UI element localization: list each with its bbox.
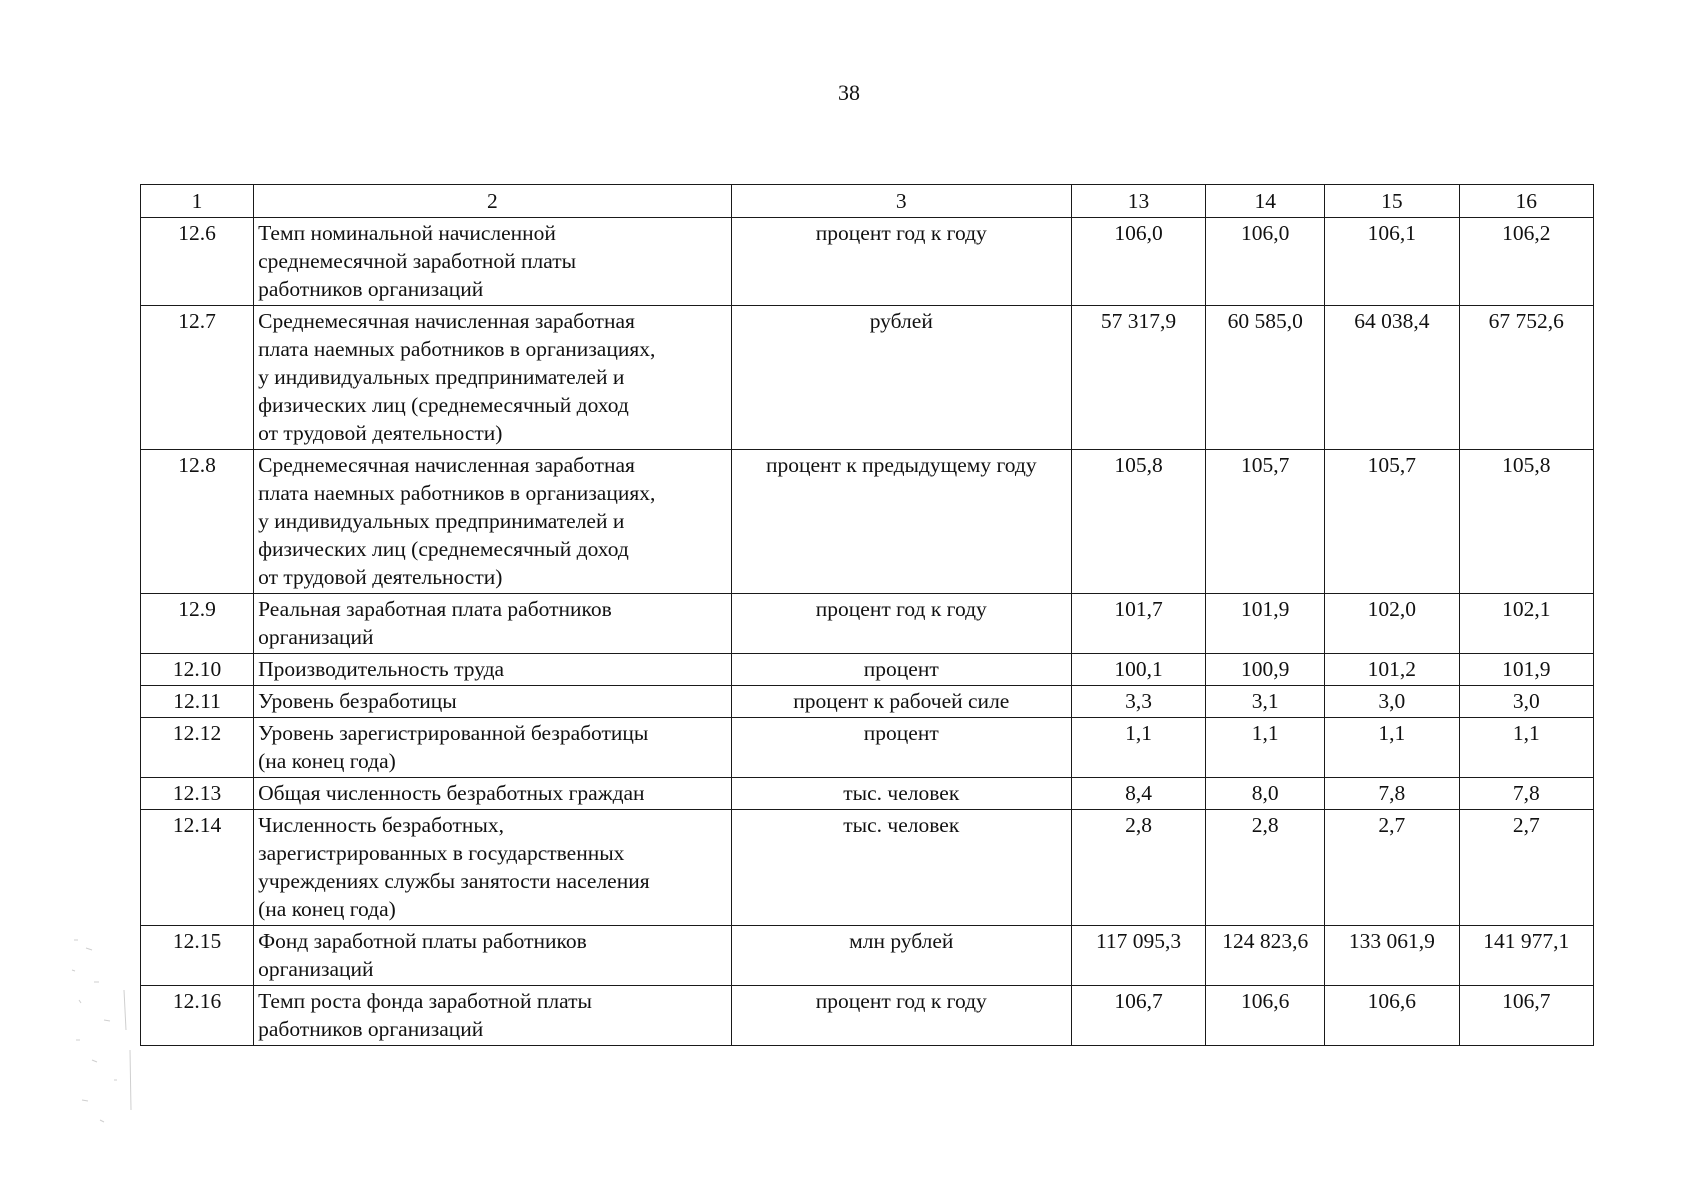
header-cell: 15	[1325, 185, 1459, 218]
value-cell-16: 106,7	[1459, 986, 1593, 1046]
table-row	[141, 654, 1594, 686]
row-number-cell: 12.10	[141, 654, 254, 686]
table-row	[141, 810, 1594, 926]
table-row	[141, 718, 1594, 778]
value-cell-13: 117 095,3	[1071, 926, 1205, 986]
value-cell-13: 106,0	[1071, 218, 1205, 306]
header-cell: 1	[141, 185, 254, 218]
unit-cell: процент	[731, 654, 1071, 686]
value-cell-15: 2,7	[1325, 810, 1459, 926]
value-cell-13: 1,1	[1071, 718, 1205, 778]
value-cell-15: 64 038,4	[1325, 306, 1459, 450]
value-cell-14: 100,9	[1206, 654, 1325, 686]
row-number-cell: 12.13	[141, 778, 254, 810]
indicator-name-cell	[254, 986, 732, 1046]
indicator-name-line: (на конец года)	[258, 897, 396, 921]
indicator-name-line: учреждениях службы занятости населения	[258, 869, 650, 893]
value-cell-16: 101,9	[1459, 654, 1593, 686]
value-cell-16: 3,0	[1459, 686, 1593, 718]
row-number-cell: 12.9	[141, 594, 254, 654]
value-cell-15: 3,0	[1325, 686, 1459, 718]
indicator-name-line: у индивидуальных предпринимателей и	[258, 509, 625, 533]
table-row	[141, 778, 1594, 810]
unit-cell: тыс. человек	[731, 778, 1071, 810]
indicator-name-line: среднемесячной заработной платы	[258, 249, 577, 273]
header-cell: 13	[1071, 185, 1205, 218]
unit-cell: рублей	[731, 306, 1071, 450]
value-cell-13: 8,4	[1071, 778, 1205, 810]
header-cell: 3	[731, 185, 1071, 218]
indicator-name-line: плата наемных работников в организациях,	[258, 481, 656, 505]
value-cell-15: 106,6	[1325, 986, 1459, 1046]
indicator-name-cell	[254, 686, 732, 718]
value-cell-16: 1,1	[1459, 718, 1593, 778]
value-cell-15: 101,2	[1325, 654, 1459, 686]
indicator-name-line: физических лиц (среднемесячный доход	[258, 393, 629, 417]
row-number-cell: 12.8	[141, 450, 254, 594]
indicator-name-cell	[254, 778, 732, 810]
indicator-name-line: от трудовой деятельности)	[258, 565, 503, 589]
indicator-name-line: плата наемных работников в организациях,	[258, 337, 656, 361]
indicator-name-cell	[254, 926, 732, 986]
indicator-name-line: Реальная заработная плата работников	[258, 597, 612, 621]
data-table	[140, 184, 1594, 1046]
page-number: 38	[838, 80, 860, 105]
row-number-cell: 12.16	[141, 986, 254, 1046]
indicator-name-cell	[254, 594, 732, 654]
table-header-row	[141, 185, 1594, 218]
indicator-name-line: Среднемесячная начисленная заработная	[258, 453, 635, 477]
indicator-name-line: Темп номинальной начисленной	[258, 221, 556, 245]
row-number-cell: 12.11	[141, 686, 254, 718]
unit-cell: процент к предыдущему году	[731, 450, 1071, 594]
value-cell-14: 8,0	[1206, 778, 1325, 810]
value-cell-13: 106,7	[1071, 986, 1205, 1046]
table-row	[141, 450, 1594, 594]
value-cell-15: 106,1	[1325, 218, 1459, 306]
indicator-name-line: Среднемесячная начисленная заработная	[258, 309, 635, 333]
indicator-name-line: Общая численность безработных граждан	[258, 781, 645, 805]
indicator-name-line: Темп роста фонда заработной платы	[258, 989, 592, 1013]
value-cell-16: 102,1	[1459, 594, 1593, 654]
value-cell-16: 67 752,6	[1459, 306, 1593, 450]
value-cell-14: 101,9	[1206, 594, 1325, 654]
unit-cell: процент год к году	[731, 986, 1071, 1046]
indicator-name-cell	[254, 718, 732, 778]
value-cell-15: 1,1	[1325, 718, 1459, 778]
indicator-name-line: организаций	[258, 625, 374, 649]
indicator-name-line: Численность безработных,	[258, 813, 504, 837]
indicator-name-line: от трудовой деятельности)	[258, 421, 503, 445]
unit-cell: процент к рабочей силе	[731, 686, 1071, 718]
indicator-name-line: Уровень безработицы	[258, 689, 457, 713]
indicator-name-line: у индивидуальных предпринимателей и	[258, 365, 625, 389]
indicator-name-line: (на конец года)	[258, 749, 396, 773]
value-cell-13: 3,3	[1071, 686, 1205, 718]
value-cell-14: 106,6	[1206, 986, 1325, 1046]
indicator-name-cell	[254, 450, 732, 594]
indicator-name-line: зарегистрированных в государственных	[258, 841, 625, 865]
header-cell: 16	[1459, 185, 1593, 218]
row-number-cell: 12.6	[141, 218, 254, 306]
value-cell-15: 133 061,9	[1325, 926, 1459, 986]
table-row	[141, 306, 1594, 450]
row-number-cell: 12.15	[141, 926, 254, 986]
row-number-cell: 12.14	[141, 810, 254, 926]
value-cell-16: 7,8	[1459, 778, 1593, 810]
indicator-name-line: Фонд заработной платы работников	[258, 929, 587, 953]
value-cell-14: 3,1	[1206, 686, 1325, 718]
value-cell-14: 2,8	[1206, 810, 1325, 926]
indicator-name-cell	[254, 654, 732, 686]
indicator-name-line: Производительность труда	[258, 657, 505, 681]
table-row	[141, 686, 1594, 718]
value-cell-13: 57 317,9	[1071, 306, 1205, 450]
unit-cell: млн рублей	[731, 926, 1071, 986]
value-cell-14: 60 585,0	[1206, 306, 1325, 450]
value-cell-14: 106,0	[1206, 218, 1325, 306]
value-cell-15: 105,7	[1325, 450, 1459, 594]
header-cell: 2	[254, 185, 732, 218]
indicator-name-line: физических лиц (среднемесячный доход	[258, 537, 629, 561]
value-cell-15: 102,0	[1325, 594, 1459, 654]
indicator-name-cell	[254, 810, 732, 926]
value-cell-16: 106,2	[1459, 218, 1593, 306]
header-cell: 14	[1206, 185, 1325, 218]
table-row	[141, 986, 1594, 1046]
value-cell-13: 105,8	[1071, 450, 1205, 594]
table-row	[141, 926, 1594, 986]
unit-cell: тыс. человек	[731, 810, 1071, 926]
indicator-name-line: работников организаций	[258, 1017, 484, 1041]
indicator-name-line: работников организаций	[258, 277, 484, 301]
row-number-cell: 12.7	[141, 306, 254, 450]
unit-cell: процент год к году	[731, 594, 1071, 654]
unit-cell: процент год к году	[731, 218, 1071, 306]
value-cell-16: 105,8	[1459, 450, 1593, 594]
value-cell-16: 2,7	[1459, 810, 1593, 926]
value-cell-15: 7,8	[1325, 778, 1459, 810]
value-cell-14: 1,1	[1206, 718, 1325, 778]
value-cell-16: 141 977,1	[1459, 926, 1593, 986]
value-cell-14: 105,7	[1206, 450, 1325, 594]
value-cell-13: 100,1	[1071, 654, 1205, 686]
table-row	[141, 594, 1594, 654]
row-number-cell: 12.12	[141, 718, 254, 778]
indicator-name-line: организаций	[258, 957, 374, 981]
table-row	[141, 218, 1594, 306]
value-cell-13: 2,8	[1071, 810, 1205, 926]
value-cell-13: 101,7	[1071, 594, 1205, 654]
unit-cell: процент	[731, 718, 1071, 778]
indicator-name-cell	[254, 218, 732, 306]
scan-artifact	[64, 930, 144, 1150]
value-cell-14: 124 823,6	[1206, 926, 1325, 986]
indicator-name-cell	[254, 306, 732, 450]
indicator-name-line: Уровень зарегистрированной безработицы	[258, 721, 649, 745]
